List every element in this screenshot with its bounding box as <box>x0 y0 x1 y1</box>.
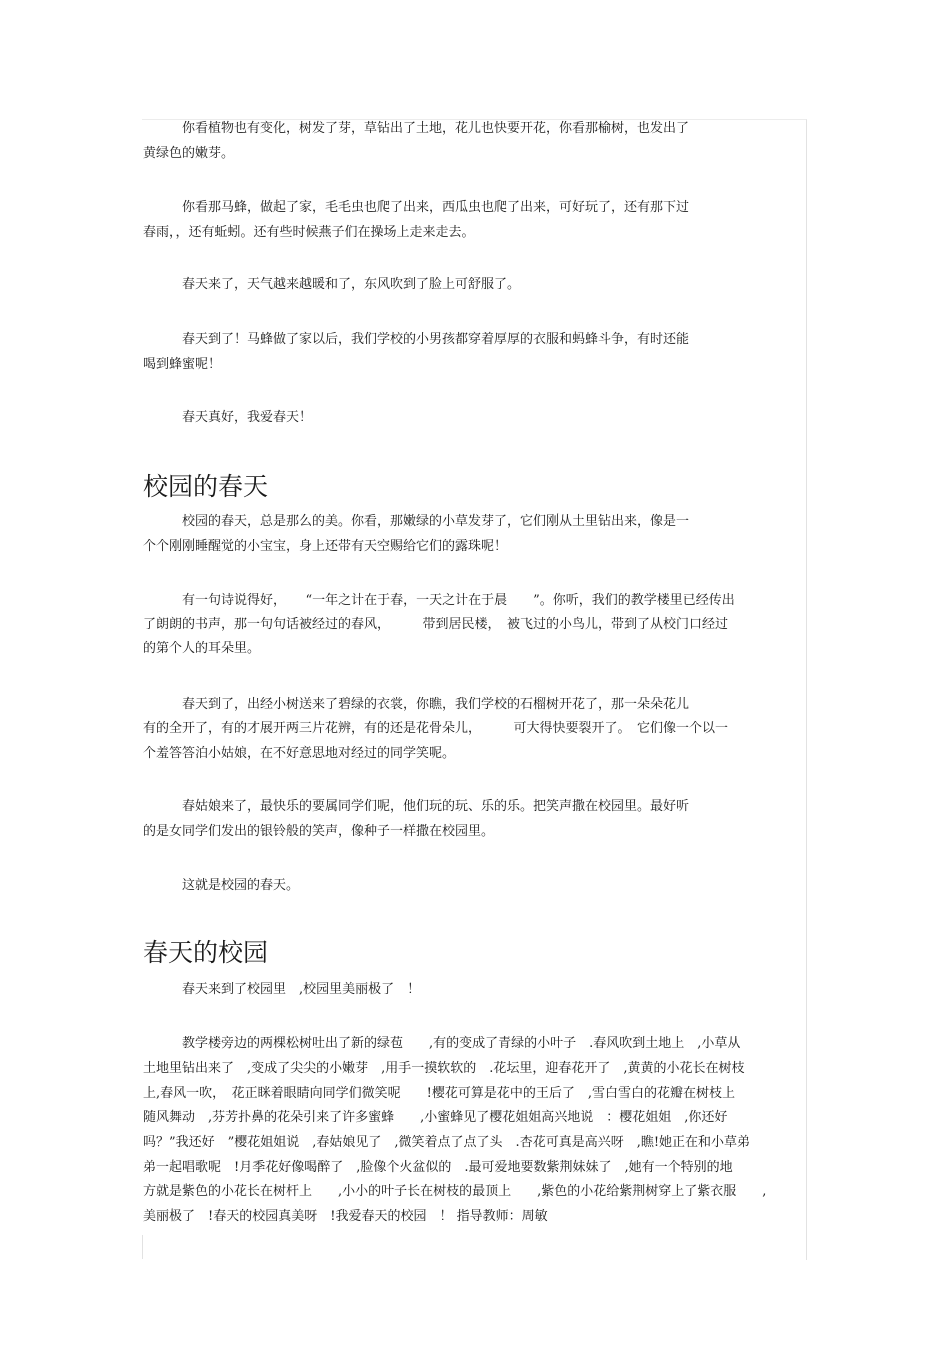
text-line: 黄绿色的嫩芽。 <box>143 146 235 161</box>
text-line: 春天到了，出经小树送来了碧绿的衣裳，你瞧，我们学校的石榴树开花了，那一朵朵花儿 <box>143 697 690 712</box>
text-line: 个个刚刚睡醒觉的小宝宝，身上还带有天空赐给它们的露珠呢！ <box>143 539 508 554</box>
text-line: 土地里钻出来了 ,变成了尖尖的小嫩芽 ,用手一摸软软的 .花坛里，迎春花开了 ,黄黄的小花长在树枝 <box>143 1061 745 1076</box>
text-line: 有一句诗说得好， “一年之计在于春，一天之计在于晨 ”。你听，我们的教学楼里已经传出 <box>143 593 735 608</box>
text-line: 的是女同学们发出的银铃般的笑声，像种子一样撒在校园里。 <box>143 824 495 839</box>
text-line: 春天到了！马蜂做了家以后，我们学校的小男孩都穿着厚厚的衣服和蚂蜂斗争，有时还能 <box>143 332 690 347</box>
text-line: 上,春风一吹， 花正眯着眼睛向同学们微笑呢 !樱花可算是花中的王后了 ,雪白雪白的花瓣在树枝上 <box>143 1086 735 1101</box>
text-line: 的第个人的耳朵里。 <box>143 641 261 656</box>
text-line: 校园的春天，总是那么的美。你看，那嫩绿的小草发芽了，它们刚从土里钻出来，像是一 <box>143 514 690 529</box>
text-line: 喝到蜂蜜呢！ <box>143 357 222 372</box>
text-line: 有的全开了，有的才展开两三片花辨，有的还是花骨朵儿， 可大得快要裂开了。 它们像一个以一 <box>143 721 729 736</box>
section-title: 校园的春天 <box>143 472 269 501</box>
text-line: 春雨，，还有蚯蚓。还有些时候燕子们在操场上走来走去。 <box>143 225 475 240</box>
text-line: 随风舞动 ,芬芳扑鼻的花朵引来了许多蜜蜂 ,小蜜蜂见了樱花姐姐高兴地说 ：樱花姐姐 ,你还好 <box>143 1110 728 1125</box>
text-line: 你看植物也有变化，树发了芽，草钻出了土地，花儿也快要开花，你看那榆树，也发出了 <box>143 121 690 136</box>
text-line: 春天真好，我爱春天！ <box>143 410 313 425</box>
text-line: 方就是紫色的小花长在树杆上 ,小小的叶子长在树枝的最顶上 ,紫色的小花给紫荆树穿上了紫衣服 , <box>143 1184 767 1199</box>
text-line: 教学楼旁边的两棵松树吐出了新的绿苞 ,有的变成了青绿的小叶子 .春风吹到土地上 ,小草从 <box>143 1036 741 1051</box>
text-line: 个羞答答泊小姑娘，在不好意思地对经过的同学笑呢。 <box>143 746 456 761</box>
text-line: 你看那马蜂，做起了家，毛毛虫也爬了出来，西瓜虫也爬了出来，可好玩了，还有那下过 <box>143 200 690 215</box>
text-line: 春天来到了校园里 ,校园里美丽极了 ！ <box>143 982 421 997</box>
text-line: 春姑娘来了，最快乐的要属同学们呢，他们玩的玩、乐的乐。把笑声撒在校园里。最好听 <box>143 799 690 814</box>
text-line: 美丽极了 !春天的校园真美呀 !我爱春天的校园 ！ 指导教师：周敏 <box>143 1209 548 1224</box>
text-line: 吗？”我还好 ”樱花姐姐说 ,春姑娘见了 ,微笑着点了点了头 .杏花可真是高兴呀 ,瞧!她正在和小草弟 <box>143 1135 751 1150</box>
page-frame-left-edge <box>142 1235 143 1259</box>
section-title: 春天的校园 <box>143 938 269 967</box>
text-line: 这就是校园的春天。 <box>143 878 300 893</box>
text-line: 弟一起唱歌呢 !月季花好像喝醉了 ,脸像个火盆似的 .最可爱地要数紫荆妹妹了 ,她有一个特别的地 <box>143 1160 733 1175</box>
text-line: 了朗朗的书声，那一句句话被经过的春风， 带到居民楼， 被飞过的小鸟儿，带到了从校门口经过 <box>143 617 729 632</box>
text-line: 春天来了，天气越来越暖和了，东风吹到了脸上可舒服了。 <box>143 277 521 292</box>
